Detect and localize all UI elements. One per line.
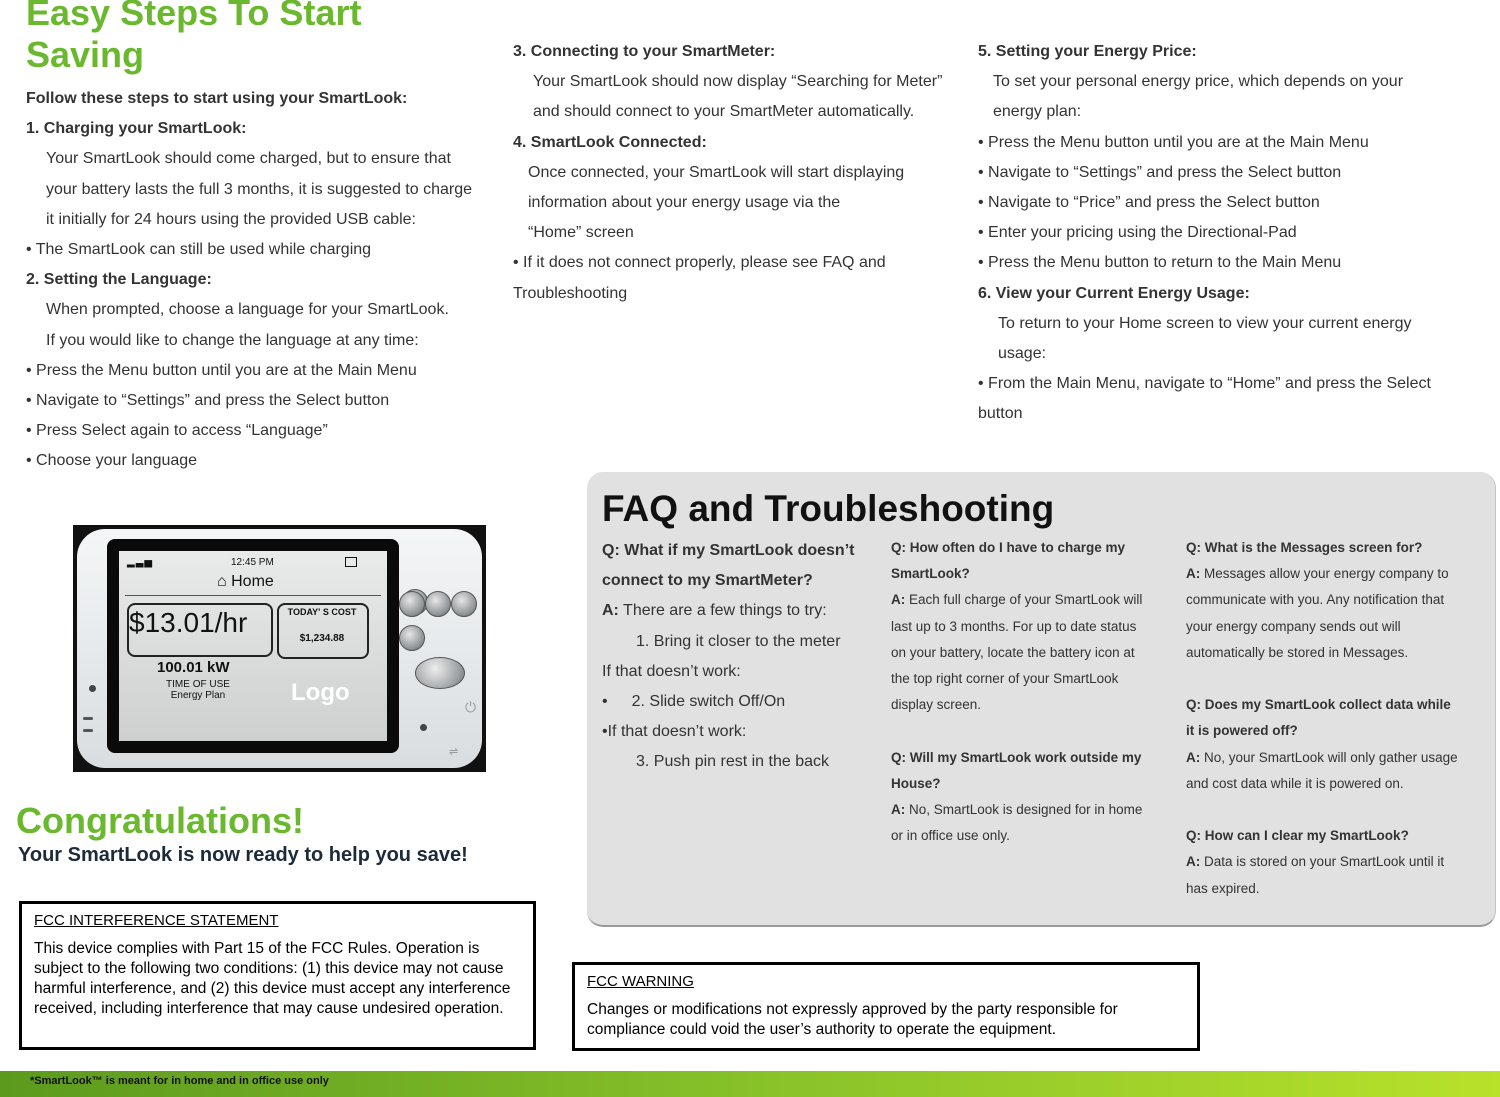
faq-answer-text: •If that doesn’t work: [602, 723, 747, 741]
device-oval-button [415, 657, 465, 689]
step-1-title: 1. Charging your SmartLook: [26, 120, 247, 138]
step-3-title: 3. Connecting to your SmartMeter: [513, 43, 776, 60]
step-2-bullet: • Press Select again to access “Language” [26, 422, 328, 440]
device-logo: Logo [291, 679, 350, 706]
faq-column-3 [1186, 535, 1458, 902]
step-4-text: “Home” screen [528, 224, 634, 242]
steps-column-2 [513, 37, 942, 309]
usb-icon: ⇌ [449, 746, 459, 758]
step-6-bullet: • From the Main Menu, navigate to “Home” and press the Select [978, 375, 1431, 393]
device-left-button [399, 591, 425, 617]
faq-question: Q: What if my SmartLook doesn’t [602, 542, 855, 559]
step-4-bullet: Troubleshooting [513, 284, 628, 302]
device-home-text: Home [231, 573, 274, 590]
signal-icon: ▂▃▅ [127, 557, 154, 568]
faq-answer-item: 3. Push pin rest in the back [636, 753, 829, 771]
faq-answer: A: There are a few things to try: [602, 602, 827, 620]
step-2-bullet: • Press the Menu button until you are at the Main Menu [26, 361, 417, 379]
step-5-bullet: • Navigate to “Price” and press the Select button [978, 194, 1320, 212]
device-plan [153, 679, 243, 701]
step-6-text: usage: [998, 345, 1047, 363]
faq-answer: A: Data is stored on your SmartLook until it [1186, 854, 1445, 870]
step-2-text: When prompted, choose a language for your SmartLook. [46, 301, 449, 319]
page-title [26, 0, 361, 76]
step-4-text: Once connected, your SmartLook will start displaying [528, 163, 905, 181]
fcc-interference-statement [19, 901, 536, 1050]
faq-answer-text: If that doesn’t work: [602, 662, 741, 680]
step-6-bullet: button [978, 405, 1023, 423]
step-5-title: 5. Setting your Energy Price: [978, 43, 1197, 60]
device-cost-value: $1,234.88 [299, 633, 345, 644]
step-1-text: it initially for 24 hours using the provided USB cable: [46, 210, 416, 228]
faq-question: Q: What is the Messages screen for? [1186, 540, 1423, 555]
faq-question: SmartLook? [891, 566, 970, 582]
device-kw: 100.01 kW [157, 659, 230, 676]
faq-column-2 [891, 535, 1142, 849]
step-6-title: 6. View your Current Energy Usage: [978, 284, 1250, 302]
step-2-bullet: • Navigate to “Settings” and press the Select button [26, 392, 390, 410]
title-line-2: Saving [26, 34, 145, 75]
step-4-title: 4. SmartLook Connected: [513, 133, 707, 151]
faq-question: Q: Will my SmartLook work outside my [891, 749, 1142, 765]
faq-panel [587, 472, 1496, 927]
congrats-title: Congratulations! [16, 800, 304, 841]
faq-answer: your energy company sends out will [1186, 618, 1401, 634]
congrats-subtitle: Your SmartLook is now ready to help you save! [18, 844, 468, 866]
faq-answer: A: Messages allow your energy company to [1186, 566, 1449, 582]
step-4-bullet: • If it does not connect properly, please see FAQ and [513, 254, 886, 272]
power-icon: ⏻ [465, 699, 477, 715]
device-right-button [451, 591, 477, 617]
step-2-title: 2. Setting the Language: [26, 271, 212, 289]
faq-column-1 [602, 536, 854, 778]
step-1-text: your battery lasts the full 3 months, it is suggested to charge [46, 180, 472, 198]
device-screen [119, 551, 387, 741]
faq-answer: or in office use only. [891, 828, 1010, 844]
step-2-text: If you would like to change the language at any time: [46, 331, 419, 349]
device-pin [420, 724, 427, 731]
faq-answer-item: • 2. Slide switch Off/On [602, 693, 786, 711]
step-2-bullet: • Choose your language [26, 452, 198, 470]
device-slot [83, 729, 93, 732]
step-3-text: Your SmartLook should now display “Searching for Meter” [533, 73, 943, 91]
step-5-text: energy plan: [993, 103, 1082, 121]
faq-answer: and cost data while it is powered on. [1186, 775, 1404, 791]
faq-answer: display screen. [891, 697, 982, 713]
faq-answer: automatically be stored in Messages. [1186, 644, 1409, 660]
faq-question: House? [891, 775, 941, 791]
faq-answer: A: No, your SmartLook will only gather usage [1186, 749, 1458, 765]
device-cost-title: TODAY' S COST [287, 607, 357, 617]
faq-answer-item: 1. Bring it closer to the meter [636, 632, 841, 650]
faq-answer: communicate with you. Any notification that [1186, 592, 1445, 608]
steps-column-1 [26, 84, 472, 477]
step-6-text: To return to your Home screen to view your current energy [998, 314, 1412, 332]
device-plan-line: TIME OF USE [166, 679, 230, 690]
device-divider [125, 595, 381, 596]
intro-text: Follow these steps to start using your SmartLook: [26, 90, 408, 107]
home-icon: ⌂ [217, 573, 227, 590]
step-4-text: information about your energy usage via the [528, 194, 841, 212]
smartlook-device-image [73, 525, 486, 772]
faq-answer: has expired. [1186, 880, 1260, 896]
device-home-label [217, 573, 274, 591]
device-screen-frame [107, 539, 399, 753]
steps-column-3 [978, 37, 1431, 430]
step-3-text: and should connect to your SmartMeter automatically. [533, 103, 915, 121]
footer-bar [0, 1071, 1500, 1097]
faq-question: Q: Does my SmartLook collect data while [1186, 697, 1451, 713]
faq-question: it is powered off? [1186, 723, 1298, 739]
device-rate: $13.01/hr [129, 607, 248, 638]
faq-answer: the top right corner of your SmartLook [891, 671, 1119, 687]
faq-answer: A: No, SmartLook is designed for in home [891, 802, 1143, 818]
faq-question: Q: How often do I have to charge my [891, 540, 1126, 555]
faq-answer: A: Each full charge of your SmartLook will [891, 592, 1143, 608]
device-time: 12:45 PM [231, 557, 274, 568]
step-5-bullet: • Navigate to “Settings” and press the Select button [978, 163, 1342, 181]
device-body [77, 529, 482, 768]
step-5-bullet: • Press the Menu button to return to the Main Menu [978, 254, 1342, 272]
device-pin [89, 685, 96, 692]
battery-icon [345, 557, 357, 567]
faq-title: FAQ and Troubleshooting [602, 488, 1055, 529]
fcc-interference-body: This device complies with Part 15 of the FCC Rules. Operation is subject to the following two conditions: (1) this device may not cause harmful interference, and (2) this device must accept any interference received, including interference that may cause undesired operation. [34, 940, 511, 1017]
faq-question: connect to my SmartMeter? [602, 572, 813, 590]
fcc-warning-title: FCC WARNING [587, 973, 694, 990]
device-plan-line: Energy Plan [170, 690, 226, 701]
footer-note: *SmartLook™ is meant for in home and in office use only [30, 1075, 329, 1087]
fcc-warning [572, 962, 1200, 1051]
fcc-interference-title: FCC INTERFERENCE STATEMENT [34, 912, 279, 929]
step-5-bullet: • Enter your pricing using the Directional-Pad [978, 224, 1297, 242]
faq-answer: last up to 3 months. For up to date status [891, 618, 1137, 634]
title-line-1: Easy Steps To Start [26, 0, 362, 33]
fcc-warning-body: Changes or modifications not expressly approved by the party responsible for compliance could void the user’s authority to operate the equipment. [587, 1001, 1118, 1038]
step-1-text: Your SmartLook should come charged, but to ensure that [46, 150, 451, 168]
step-5-bullet: • Press the Menu button until you are at the Main Menu [978, 133, 1369, 151]
device-menu-button [399, 625, 425, 651]
step-1-bullet: • The SmartLook can still be used while charging [26, 241, 372, 259]
device-slot [83, 717, 93, 720]
faq-question: Q: How can I clear my SmartLook? [1186, 828, 1409, 844]
step-5-text: To set your personal energy price, which depends on your [993, 73, 1404, 91]
device-select-button [425, 591, 451, 617]
faq-answer: on your battery, locate the battery icon at [891, 644, 1135, 660]
